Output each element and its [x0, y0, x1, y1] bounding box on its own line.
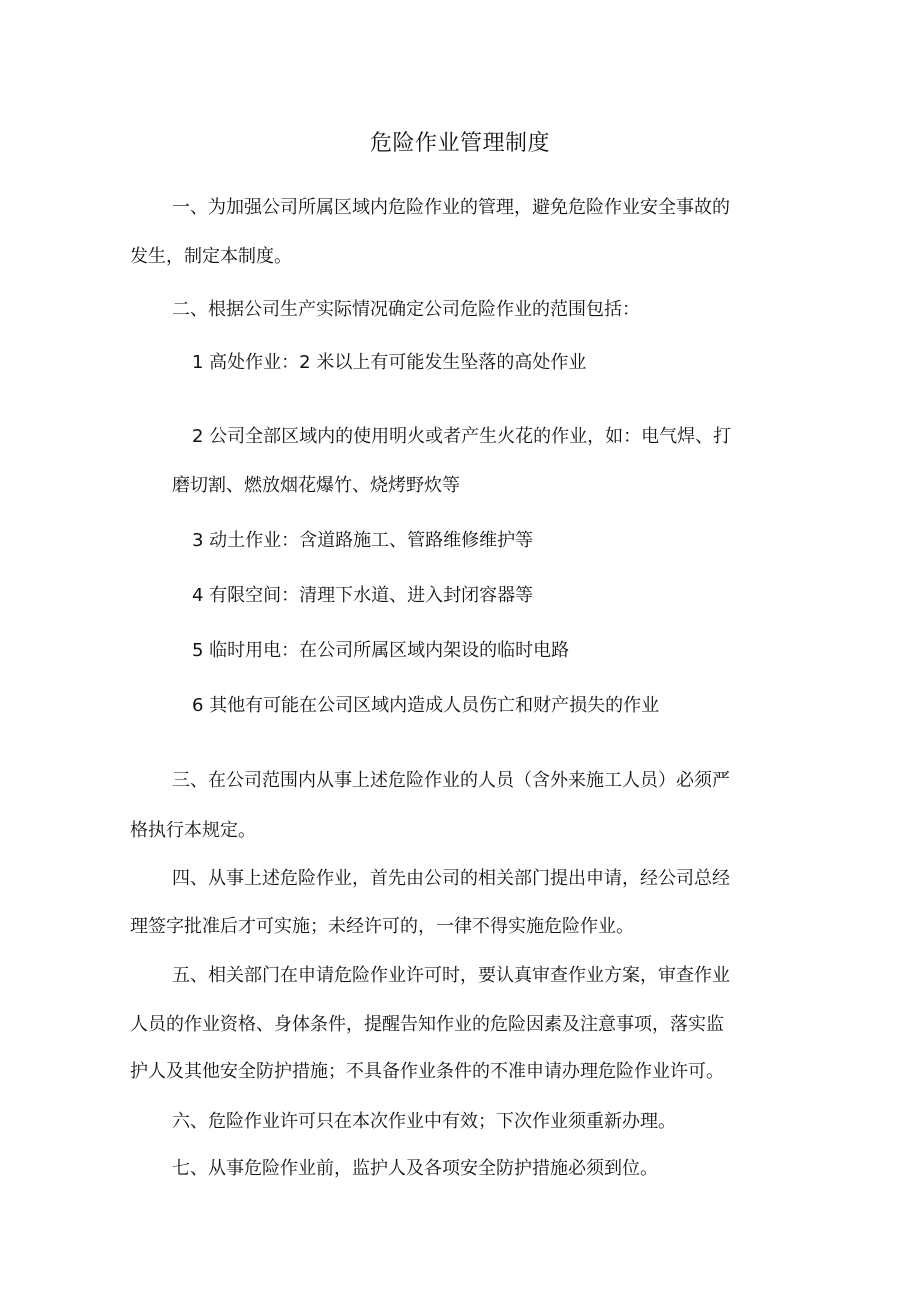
paragraph-1-line-1: 一、为加强公司所属区域内危险作业的管理，避免危险作业安全事故的 [172, 197, 730, 218]
paragraph-3-line-1: 三、在公司范围内从事上述危险作业的人员（含外来施工人员）必须严 [172, 770, 730, 791]
list-item-5: 5 临时用电：在公司所属区域内架设的临时电路 [192, 640, 570, 661]
paragraph-1-line-2: 发生，制定本制度。 [130, 246, 292, 267]
paragraph-2: 二、根据公司生产实际情况确定公司危险作业的范围包括： [172, 299, 640, 320]
paragraph-5-line-1: 五、相关部门在申请危险作业许可时，要认真审查作业方案，审查作业 [172, 965, 730, 986]
paragraph-5-line-3: 护人及其他安全防护措施；不具备作业条件的不准申请办理危险作业许可。 [130, 1061, 724, 1082]
list-item-2-line-1: 2 公司全部区域内的使用明火或者产生火花的作业，如：电气焊、打 [192, 426, 732, 447]
paragraph-4-line-1: 四、从事上述危险作业，首先由公司的相关部门提出申请，经公司总经 [172, 868, 730, 889]
list-item-2-line-2: 磨切割、燃放烟花爆竹、烧烤野炊等 [172, 475, 460, 496]
list-item-6: 6 其他有可能在公司区域内造成人员伤亡和财产损失的作业 [192, 695, 660, 716]
paragraph-6: 六、危险作业许可只在本次作业中有效；下次作业须重新办理。 [172, 1111, 676, 1132]
list-item-3: 3 动土作业：含道路施工、管路维修维护等 [192, 530, 534, 551]
paragraph-4-line-2: 理签字批准后才可实施；未经许可的，一律不得实施危险作业。 [130, 916, 634, 937]
document-title: 危险作业管理制度 [369, 131, 550, 156]
list-item-1: 1 高处作业：2 米以上有可能发生坠落的高处作业 [192, 352, 587, 373]
paragraph-3-line-2: 格执行本规定。 [130, 820, 256, 841]
list-item-4: 4 有限空间：清理下水道、进入封闭容器等 [192, 585, 534, 606]
paragraph-5-line-2: 人员的作业资格、身体条件，提醒告知作业的危险因素及注意事项，落实监 [130, 1014, 724, 1035]
paragraph-7: 七、从事危险作业前，监护人及各项安全防护措施必须到位。 [172, 1158, 658, 1179]
